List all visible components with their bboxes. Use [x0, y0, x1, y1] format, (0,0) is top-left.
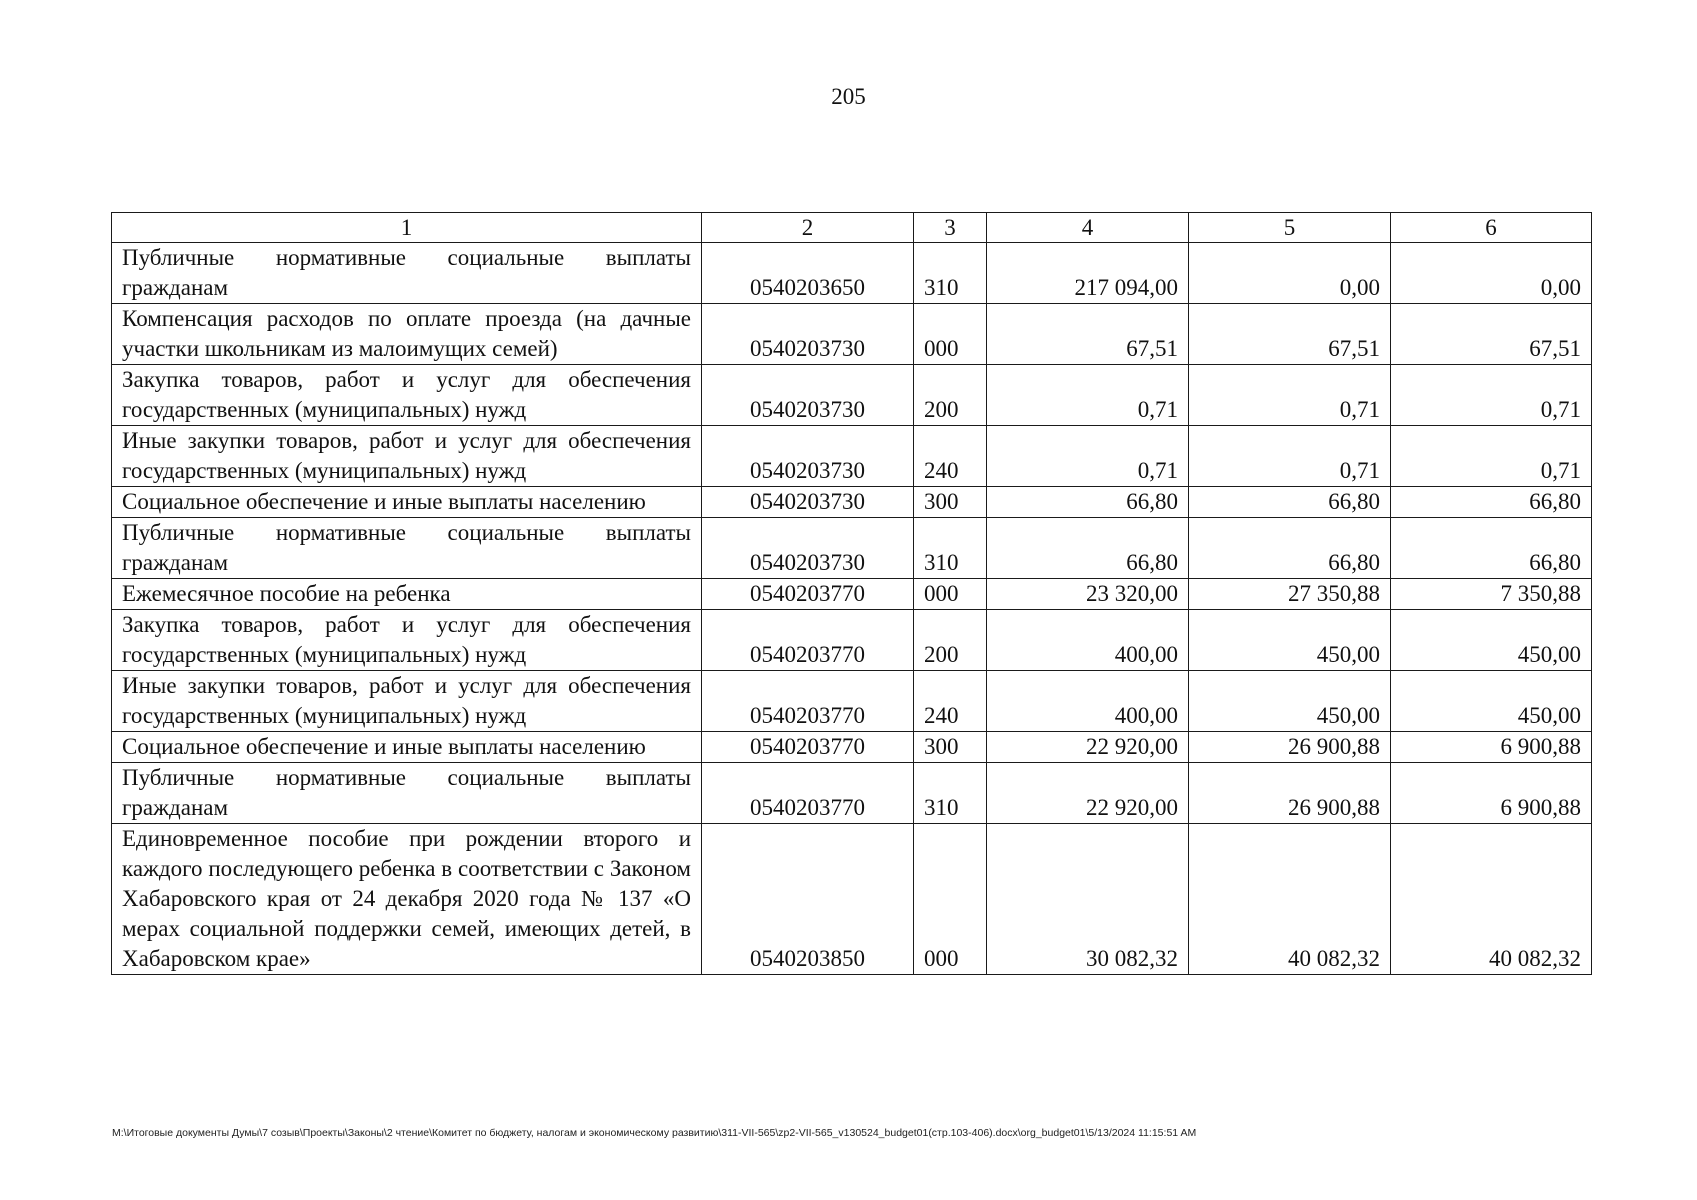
row-code: 0540203770 [702, 732, 914, 763]
row-value-6: 66,80 [1391, 487, 1592, 518]
row-code: 0540203770 [702, 610, 914, 671]
row-value-6: 6 900,88 [1391, 732, 1592, 763]
row-value-4: 66,80 [987, 518, 1189, 579]
row-value-5: 0,00 [1189, 243, 1391, 304]
row-name: Иные закупки товаров, работ и услуг для обеспечения государственных (муниципальных) нужд [112, 426, 702, 487]
row-value-6: 7 350,88 [1391, 579, 1592, 610]
document-file-path: M:\Итоговые документы Думы\7 созыв\Проекты\Законы\2 чтение\Комитет по бюджету, налогам и экономическому развитию\311-VII-565\zp2-VII-565_v130524_budget01(стр.103-406).docx\org_budget01\5/13/2024 11:15:51 AM [112, 1127, 1197, 1139]
row-code: 0540203730 [702, 304, 914, 365]
row-expense-type: 200 [914, 610, 987, 671]
table-row [112, 579, 1592, 610]
row-code: 0540203770 [702, 763, 914, 824]
row-value-4: 217 094,00 [987, 243, 1189, 304]
table-row [112, 610, 1592, 671]
row-value-5: 450,00 [1189, 610, 1391, 671]
row-value-5: 40 082,32 [1189, 824, 1391, 975]
row-value-4: 30 082,32 [987, 824, 1189, 975]
row-expense-type: 310 [914, 518, 987, 579]
table-row [112, 671, 1592, 732]
row-name: Ежемесячное пособие на ребенка [112, 579, 702, 610]
row-value-6: 6 900,88 [1391, 763, 1592, 824]
row-expense-type: 300 [914, 487, 987, 518]
row-name: Публичные нормативные социальные выплаты гражданам [112, 763, 702, 824]
row-name: Закупка товаров, работ и услуг для обеспечения государственных (муниципальных) нужд [112, 610, 702, 671]
row-value-4: 400,00 [987, 671, 1189, 732]
row-value-5: 67,51 [1189, 304, 1391, 365]
row-code: 0540203730 [702, 365, 914, 426]
row-value-6: 67,51 [1391, 304, 1592, 365]
row-code: 0540203650 [702, 243, 914, 304]
row-name: Единовременное пособие при рождении второго и каждого последующего ребенка в соответствии с Законом Хабаровского края от 24 декабря 2020 года № 137 «О мерах социальной поддержки семей, имеющих детей, в Хабаровском крае» [112, 824, 702, 975]
row-expense-type: 000 [914, 579, 987, 610]
row-value-4: 66,80 [987, 487, 1189, 518]
row-value-6: 0,00 [1391, 243, 1592, 304]
page-number: 205 [831, 84, 866, 109]
table-row [112, 732, 1592, 763]
table-row [112, 763, 1592, 824]
table-row [112, 518, 1592, 579]
row-name: Компенсация расходов по оплате проезда (на дачные участки школьникам из малоимущих семей) [112, 304, 702, 365]
row-value-5: 66,80 [1189, 487, 1391, 518]
row-expense-type: 310 [914, 763, 987, 824]
row-name: Социальное обеспечение и иные выплаты населению [112, 487, 702, 518]
row-value-6: 0,71 [1391, 426, 1592, 487]
row-value-4: 0,71 [987, 365, 1189, 426]
row-value-5: 27 350,88 [1189, 579, 1391, 610]
table-row [112, 824, 1592, 975]
row-value-4: 22 920,00 [987, 732, 1189, 763]
row-name: Иные закупки товаров, работ и услуг для обеспечения государственных (муниципальных) нужд [112, 671, 702, 732]
header-col-6: 6 [1391, 213, 1592, 243]
row-expense-type: 200 [914, 365, 987, 426]
table-row [112, 487, 1592, 518]
row-value-4: 0,71 [987, 426, 1189, 487]
row-value-4: 23 320,00 [987, 579, 1189, 610]
row-expense-type: 000 [914, 824, 987, 975]
row-value-4: 400,00 [987, 610, 1189, 671]
header-col-5: 5 [1189, 213, 1391, 243]
row-code: 0540203770 [702, 671, 914, 732]
row-expense-type: 310 [914, 243, 987, 304]
row-value-5: 0,71 [1189, 426, 1391, 487]
row-value-5: 26 900,88 [1189, 732, 1391, 763]
row-name: Публичные нормативные социальные выплаты гражданам [112, 518, 702, 579]
header-row [112, 213, 1592, 243]
table-row [112, 426, 1592, 487]
row-name: Публичные нормативные социальные выплаты гражданам [112, 243, 702, 304]
row-value-6: 450,00 [1391, 671, 1592, 732]
table-row [112, 304, 1592, 365]
row-name: Социальное обеспечение и иные выплаты населению [112, 732, 702, 763]
row-value-5: 450,00 [1189, 671, 1391, 732]
header-col-1: 1 [112, 213, 702, 243]
header-col-4: 4 [987, 213, 1189, 243]
header-col-2: 2 [702, 213, 914, 243]
row-expense-type: 240 [914, 426, 987, 487]
table-row [112, 365, 1592, 426]
row-value-4: 67,51 [987, 304, 1189, 365]
row-value-5: 0,71 [1189, 365, 1391, 426]
row-expense-type: 240 [914, 671, 987, 732]
row-code: 0540203770 [702, 579, 914, 610]
table-row [112, 243, 1592, 304]
header-col-3: 3 [914, 213, 987, 243]
row-value-5: 26 900,88 [1189, 763, 1391, 824]
row-value-5: 66,80 [1189, 518, 1391, 579]
row-value-4: 22 920,00 [987, 763, 1189, 824]
row-value-6: 40 082,32 [1391, 824, 1592, 975]
row-code: 0540203730 [702, 426, 914, 487]
row-value-6: 0,71 [1391, 365, 1592, 426]
row-name: Закупка товаров, работ и услуг для обеспечения государственных (муниципальных) нужд [112, 365, 702, 426]
budget-table [111, 212, 1592, 975]
row-expense-type: 000 [914, 304, 987, 365]
row-code: 0540203730 [702, 518, 914, 579]
row-code: 0540203850 [702, 824, 914, 975]
row-value-6: 66,80 [1391, 518, 1592, 579]
row-code: 0540203730 [702, 487, 914, 518]
row-expense-type: 300 [914, 732, 987, 763]
row-value-6: 450,00 [1391, 610, 1592, 671]
